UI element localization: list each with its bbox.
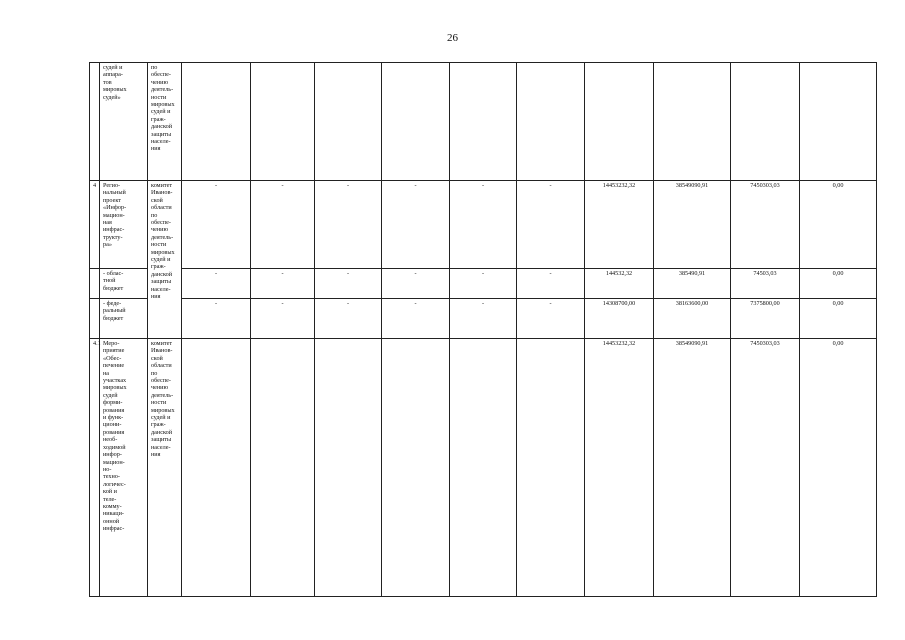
value-cell: 0,00 [800, 181, 877, 269]
value-cell: 38163600,00 [654, 299, 731, 339]
value-cell [315, 339, 382, 597]
value-cell: - [382, 181, 450, 269]
value-cell: 38549090,91 [654, 181, 731, 269]
value-cell: - [450, 181, 517, 269]
table-row [90, 181, 877, 269]
value-cell: - [182, 299, 251, 339]
row-name: Регио- нальный проект «Инфор- мацион- ная инфрас- трукту- ра» [100, 181, 148, 269]
value-cell [382, 339, 450, 597]
value-cell: 14453232,32 [585, 181, 654, 269]
value-cell [450, 63, 517, 181]
value-cell [731, 63, 800, 181]
value-cell: 385490,91 [654, 269, 731, 299]
value-cell: - [382, 269, 450, 299]
value-cell: - [315, 269, 382, 299]
row-executor: по обеспе- чению деятель- ности мировых судей и граж- данской защиты населе- ния [148, 63, 182, 181]
value-cell: - [382, 299, 450, 339]
row-number [90, 63, 100, 181]
value-cell: - [315, 181, 382, 269]
value-cell: - [517, 269, 585, 299]
value-cell: - [251, 269, 315, 299]
row-name: - феде- ральный бюджет [100, 299, 148, 339]
table-row [90, 269, 877, 299]
value-cell: 7450303,03 [731, 181, 800, 269]
value-cell: 14308700,00 [585, 299, 654, 339]
value-cell: 7450303,03 [731, 339, 800, 597]
value-cell [251, 63, 315, 181]
value-cell: - [315, 299, 382, 339]
value-cell [654, 63, 731, 181]
value-cell: 0,00 [800, 299, 877, 339]
table-row [90, 339, 877, 597]
value-cell [382, 63, 450, 181]
table-row [90, 299, 877, 339]
value-cell: - [450, 299, 517, 339]
value-cell: 0,00 [800, 339, 877, 597]
value-cell: 14453232,32 [585, 339, 654, 597]
value-cell: 38549090,91 [654, 339, 731, 597]
value-cell: - [517, 181, 585, 269]
row-number [90, 269, 100, 299]
budget-table [89, 62, 877, 597]
value-cell [182, 63, 251, 181]
value-cell: 74503,03 [731, 269, 800, 299]
page-number: 26 [447, 32, 458, 44]
value-cell [450, 339, 517, 597]
value-cell: 144532,32 [585, 269, 654, 299]
value-cell [182, 339, 251, 597]
value-cell: - [182, 181, 251, 269]
value-cell [517, 339, 585, 597]
row-number: 4.1 [90, 339, 100, 597]
value-cell [800, 63, 877, 181]
value-cell [585, 63, 654, 181]
value-cell: - [517, 299, 585, 339]
value-cell: - [450, 269, 517, 299]
value-cell: - [182, 269, 251, 299]
row-number: 4 [90, 181, 100, 269]
row-name: судей и аппара- тов мировых судей» [100, 63, 148, 181]
value-cell [251, 339, 315, 597]
value-cell: - [251, 299, 315, 339]
value-cell: - [251, 181, 315, 269]
row-name: Меро- приятие «Обес- печение на участках мировых судей форми- рования и функ- циони- рования необ- ходимой инфор- мацион- но- техно- логичес- кой и теле- комму- никаци- онной инфрас- [100, 339, 148, 597]
value-cell: 0,00 [800, 269, 877, 299]
row-executor: комитет Иванов- ской области по обеспе- чению деятель- ности мировых судей и граж- данской защиты населе- ния [148, 339, 182, 597]
row-executor: комитет Иванов- ской области по обеспе- чению деятель- ности мировых судей и граж- данской защиты населе- ния [148, 181, 182, 339]
table-row [90, 63, 877, 181]
row-number [90, 299, 100, 339]
value-cell [517, 63, 585, 181]
value-cell: 7375800,00 [731, 299, 800, 339]
row-name: - облас- тной бюджет [100, 269, 148, 299]
value-cell [315, 63, 382, 181]
